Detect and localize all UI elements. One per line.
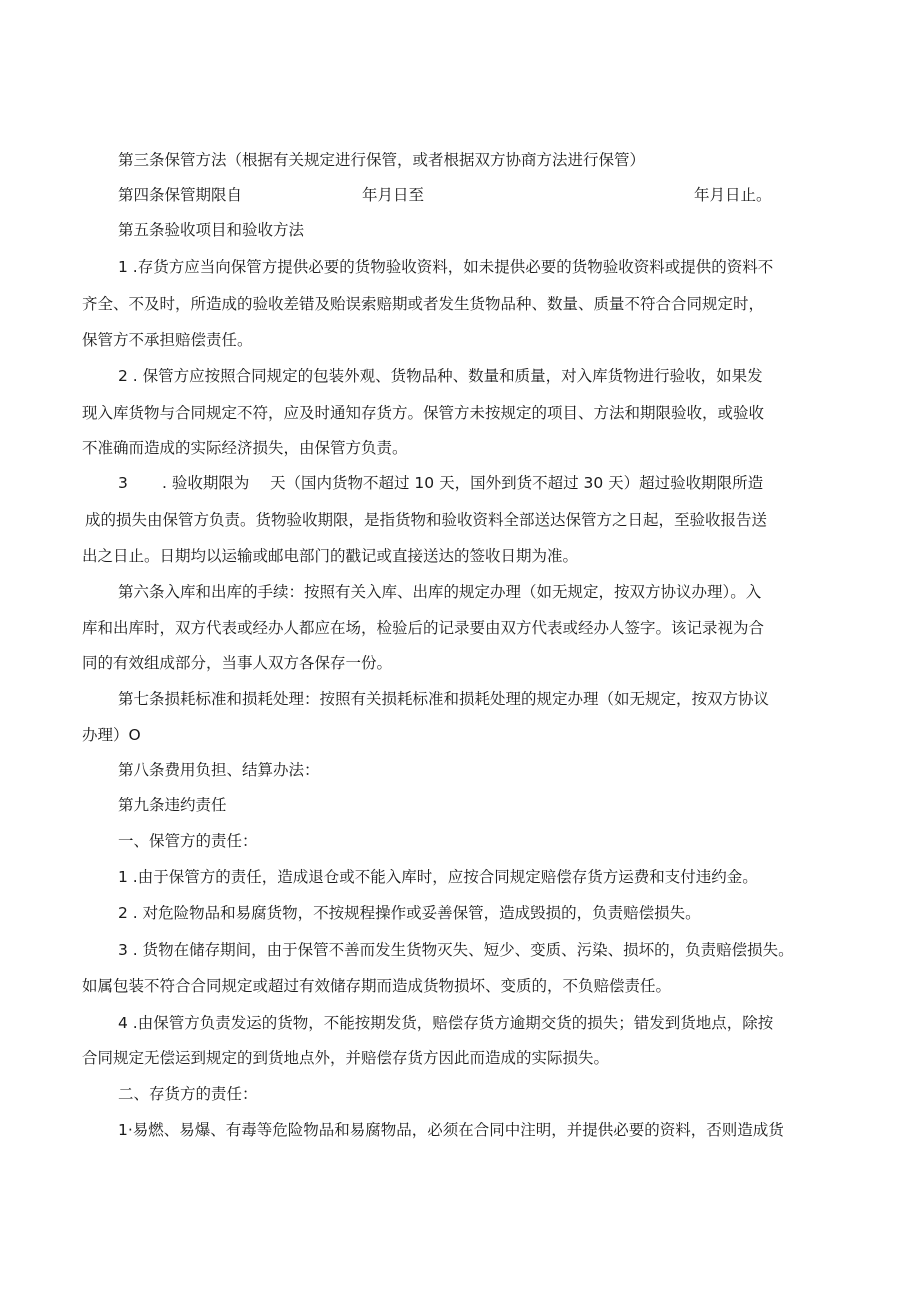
clause-7-line-1: 第七条损耗标准和损耗处理：按照有关损耗标准和损耗处理的规定办理（如无规定，按双方协议 — [118, 690, 770, 708]
clause-4-storage-period-start: 第四条保管期限自 — [118, 186, 243, 204]
clause-5-item-1-line-1: 1 .存货方应当向保管方提供必要的货物验收资料，如未提供必要的货物验收资料或提供的资料不 — [118, 258, 774, 276]
custodian-liability-item-2: 2 . 对危险物品和易腐货物，不按规程操作或妥善保管，造成毁损的，负责赔偿损失。 — [118, 904, 701, 922]
custodian-liability-item-3-line-2: 如属包装不符合合同规定或超过有效储存期而造成货物损坏、变质的，不负赔偿责任。 — [82, 977, 672, 995]
clause-5-item-2-line-1: 2 . 保管方应按照合同规定的包装外观、货物品种、数量和质量，对入库货物进行验收，如果发 — [118, 367, 763, 385]
clause-8-fees: 第八条费用负担、结算办法： — [118, 761, 320, 779]
clause-5-item-1-line-2: 齐全、不及时，所造成的验收差错及贻误索赔期或者发生货物品种、数量、质量不符合合同规定时， — [82, 295, 765, 313]
clause-6-line-1: 第六条入库和出库的手续：按照有关入库、出库的规定办理（如无规定，按双方协议办理）。入 — [118, 583, 762, 601]
clause-6-line-2: 库和出库时，双方代表或经办人都应在场，检验后的记录要由双方代表或经办人签字。该记录视为合 — [82, 619, 765, 637]
clause-5-item-3-term-label: . 验收期限为 — [162, 474, 250, 492]
custodian-liability-item-4-line-2: 合同规定无偿运到规定的到货地点外，并赔偿存货方因此而造成的实际损失。 — [82, 1049, 610, 1067]
clause-4-date-to: 年月日止。 — [694, 186, 772, 204]
clause-5-heading: 第五条验收项目和验收方法 — [118, 221, 305, 239]
custodian-liability-item-3-line-1: 3 . 货物在储存期间，由于保管不善而发生货物灭失、短少、变质、污染、损坏的，负责赔偿损失。 — [118, 941, 794, 959]
clause-5-item-3-number: 3 — [118, 474, 128, 492]
clause-5-item-2-line-3: 不准确而造成的实际经济损失，由保管方负责。 — [82, 439, 408, 457]
depositor-liability-heading: 二、存货方的责任： — [118, 1085, 258, 1103]
clause-4-date-from: 年月日至 — [362, 186, 425, 204]
clause-5-item-2-line-2: 现入库货物与合同规定不符，应及时通知存货方。保管方未按规定的项目、方法和期限验收，或验收 — [82, 404, 765, 422]
depositor-liability-item-1-line-1: 1·易燃、易爆、有毒等危险物品和易腐物品，必须在合同中注明，并提供必要的资料，否则造成货 — [118, 1121, 784, 1139]
clause-5-item-3-line-1: 天（国内货物不超过 10 天，国外到货不超过 30 天）超过验收期限所造 — [270, 474, 764, 492]
clause-6-line-3: 同的有效组成部分，当事人双方各保存一份。 — [82, 654, 393, 672]
clause-7-line-2: 办理）O — [82, 726, 141, 744]
clause-5-item-3-line-3: 出之日止。日期均以运输或邮电部门的戳记或直接送达的签收日期为准。 — [82, 547, 579, 565]
custodian-liability-item-4-line-1: 4 .由保管方负责发运的货物，不能按期发货，赔偿存货方逾期交货的损失；错发到货地点，除按 — [118, 1014, 774, 1032]
clause-5-item-3-line-2: 成的损失由保管方负责。货物验收期限，是指货物和验收资料全部送达保管方之日起，至验收报告送 — [85, 511, 768, 529]
clause-9-heading: 第九条违约责任 — [118, 796, 227, 814]
custodian-liability-item-1: 1 .由于保管方的责任，造成退仓或不能入库时，应按合同规定赔偿存货方运费和支付违约金。 — [118, 868, 758, 886]
clause-5-item-1-line-3: 保管方不承担赔偿责任。 — [82, 331, 253, 349]
custodian-liability-heading: 一、保管方的责任： — [118, 832, 258, 850]
clause-3-storage-method: 第三条保管方法（根据有关规定进行保管，或者根据双方协商方法进行保管） — [118, 151, 646, 169]
